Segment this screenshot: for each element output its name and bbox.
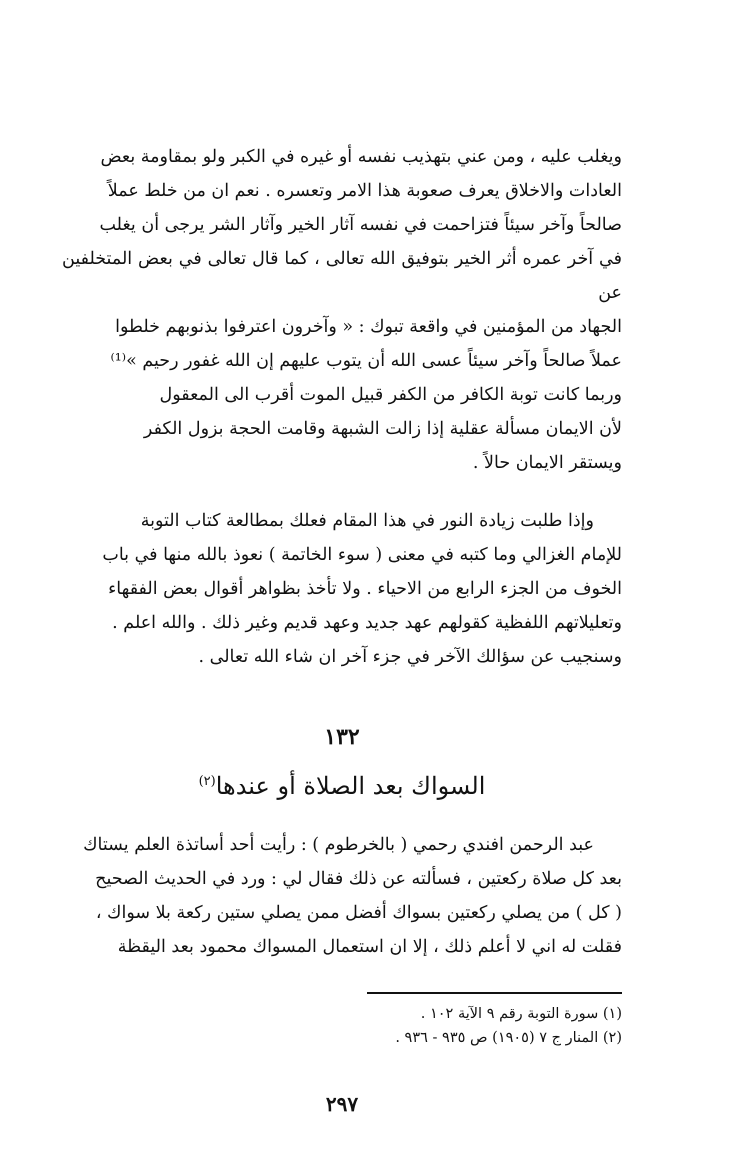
text-line: ويستقر الايمان حالاً .	[472, 453, 622, 473]
text-line: للإمام الغزالي وما كتبه في معنى ( سوء الخاتمة ) نعوذ بالله منها في باب	[102, 545, 622, 565]
text-line: الجهاد من المؤمنين في واقعة تبوك : « وآخرون اعترفوا بذنوبهم خلطوا	[115, 317, 622, 337]
text-line: العادات والاخلاق يعرف صعوبة هذا الامر وتعسره . نعم ان من خلط عملاً	[107, 181, 622, 201]
footnotes	[62, 1002, 622, 1050]
text-line: وتعليلاتهم اللفظية كقولهم عهد جديد وعهد قديم وغير ذلك . والله اعلم .	[112, 613, 622, 633]
text-line: ويغلب عليه ، ومن عني بتهذيب نفسه أو غيره في الكبر ولو بمقاومة بعض	[100, 147, 622, 167]
section-title	[62, 762, 622, 806]
text-line: عبد الرحمن افندي رحمي ( بالخرطوم ) : رأيت أحد أساتذة العلم يستاك	[83, 835, 594, 855]
page-number: ٢٩٧	[325, 1092, 359, 1116]
paragraph-1	[62, 140, 622, 480]
section-number: ١٣٢	[324, 724, 360, 750]
paragraph-3	[62, 828, 622, 964]
text-line: بعد كل صلاة ركعتين ، فسألته عن ذلك فقال لي : ورد في الحديث الصحيح	[95, 869, 622, 889]
text-line: في آخر عمره أثر الخير بتوفيق الله تعالى ، كما قال تعالى في بعض المتخلفين عن	[62, 249, 622, 303]
text-line: فقلت له اني لا أعلم ذلك ، إلا ان استعمال المسواك محمود بعد اليقظة	[117, 937, 622, 957]
text-line: عملاً صالحاً وآخر سيئاً عسى الله أن يتوب عليهم إن الله غفور رحيم »⁽¹⁾	[110, 351, 622, 371]
section-title-text: السواك بعد الصلاة أو عندها	[215, 772, 486, 800]
footnote-marker: (٢)	[198, 774, 216, 789]
text-line: ( كل ) من يصلي ركعتين بسواك أفضل ممن يصلي ستين ركعة بلا سواك ،	[95, 903, 622, 923]
page-body	[62, 140, 622, 1116]
text-line: الخوف من الجزء الرابع من الاحياء . ولا تأخذ بظواهر أقوال بعض الفقهاء	[108, 579, 622, 599]
footnote-divider	[367, 992, 622, 994]
text-line: صالحاً وآخر سيئاً فتزاحمت في نفسه آثار الخير وآثار الشر يرجى أن يغلب	[99, 215, 622, 235]
text-line: لأن الايمان مسألة عقلية إذا زالت الشبهة وقامت الحجة بزول الكفر	[143, 419, 622, 439]
text-line: وربما كانت توبة الكافر من الكفر قبيل الموت أقرب الى المعقول	[159, 385, 622, 405]
footnote-1: (١) سورة التوبة رقم ٩ الآية ١٠٢ .	[420, 1006, 622, 1022]
text-line: وسنجيب عن سؤالك الآخر في جزء آخر ان شاء الله تعالى .	[198, 647, 622, 667]
paragraph-2	[62, 504, 622, 674]
footnote-2: (٢) المنار ج ٧ (١٩٠٥) ص ٩٣٥ - ٩٣٦ .	[395, 1030, 622, 1046]
text-line: وإذا طلبت زيادة النور في هذا المقام فعلك بمطالعة كتاب التوبة	[140, 511, 594, 531]
